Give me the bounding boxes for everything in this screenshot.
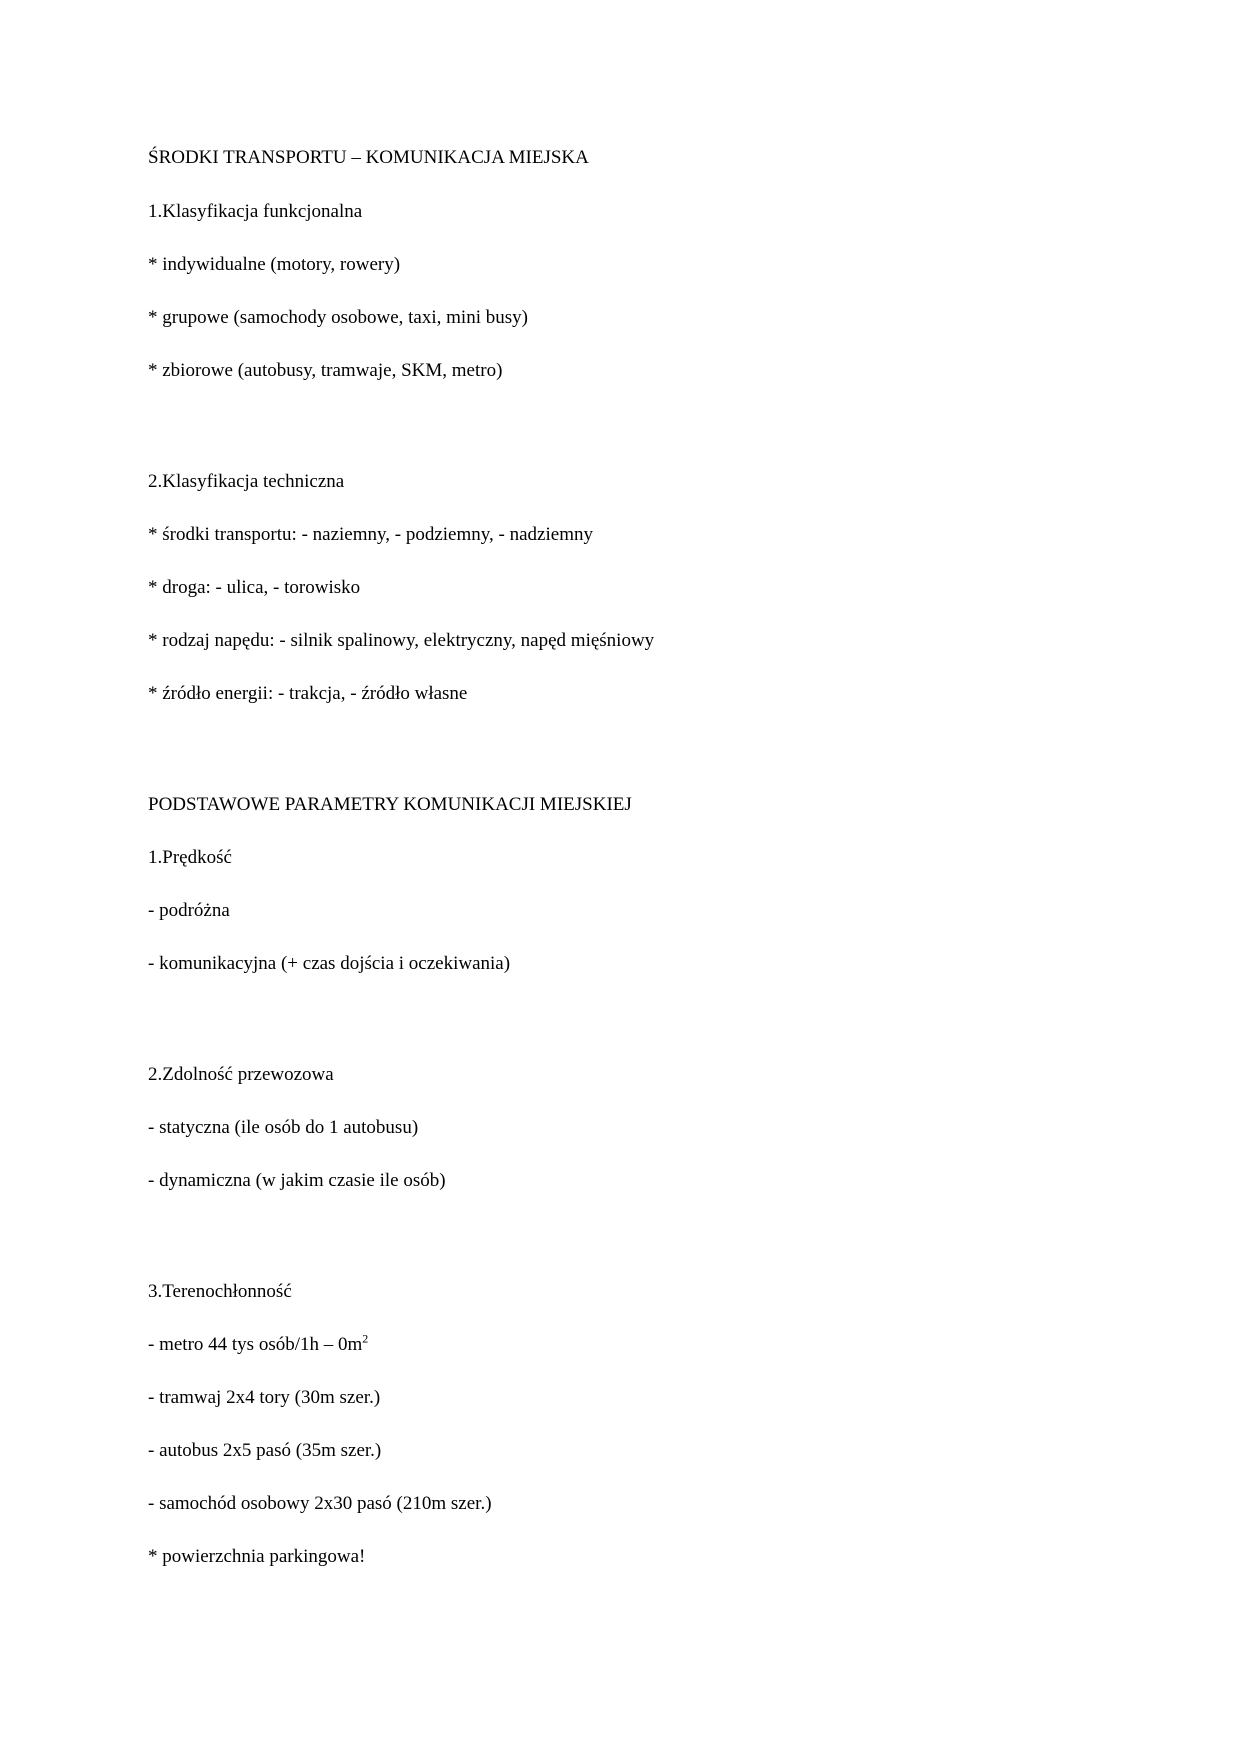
list-item: * indywidualne (motory, rowery) bbox=[148, 254, 401, 275]
list-item: * powierzchnia parkingowa! bbox=[148, 1546, 366, 1567]
list-item-metro bbox=[148, 1333, 368, 1357]
section-heading-technical: 2.Klasyfikacja techniczna bbox=[148, 471, 345, 492]
list-item: * grupowe (samochody osobowe, taxi, mini busy) bbox=[148, 307, 528, 328]
list-item: * środki transportu: - naziemny, - podziemny, - nadziemny bbox=[148, 524, 593, 545]
section-heading-functional: 1.Klasyfikacja funkcjonalna bbox=[148, 201, 363, 222]
list-item: * źródło energii: - trakcja, - źródło własne bbox=[148, 683, 468, 704]
params-title: PODSTAWOWE PARAMETRY KOMUNIKACJI MIEJSKIEJ bbox=[148, 794, 632, 815]
list-item: - statyczna (ile osób do 1 autobusu) bbox=[148, 1117, 419, 1138]
list-item: - komunikacyjna (+ czas dojścia i oczekiwania) bbox=[148, 953, 511, 974]
list-item: * rodzaj napędu: - silnik spalinowy, elektryczny, napęd mięśniowy bbox=[148, 630, 655, 651]
superscript-exponent: 2 bbox=[362, 1331, 369, 1346]
list-item: * zbiorowe (autobusy, tramwaje, SKM, metro) bbox=[148, 360, 503, 381]
param-heading-capacity: 2.Zdolność przewozowa bbox=[148, 1064, 334, 1085]
list-item: * droga: - ulica, - torowisko bbox=[148, 577, 361, 598]
list-item: - dynamiczna (w jakim czasie ile osób) bbox=[148, 1170, 446, 1191]
list-item: - autobus 2x5 pasó (35m szer.) bbox=[148, 1440, 382, 1461]
document-title: ŚRODKI TRANSPORTU – KOMUNIKACJA MIEJSKA bbox=[148, 147, 589, 168]
param-heading-speed: 1.Prędkość bbox=[148, 847, 232, 868]
list-item: - samochód osobowy 2x30 pasó (210m szer.) bbox=[148, 1493, 492, 1514]
metro-text: - metro 44 tys osób/1h – 0m bbox=[148, 1334, 363, 1355]
param-heading-land-use: 3.Terenochłonność bbox=[148, 1281, 292, 1302]
list-item: - tramwaj 2x4 tory (30m szer.) bbox=[148, 1387, 381, 1408]
list-item: - podróżna bbox=[148, 900, 230, 921]
